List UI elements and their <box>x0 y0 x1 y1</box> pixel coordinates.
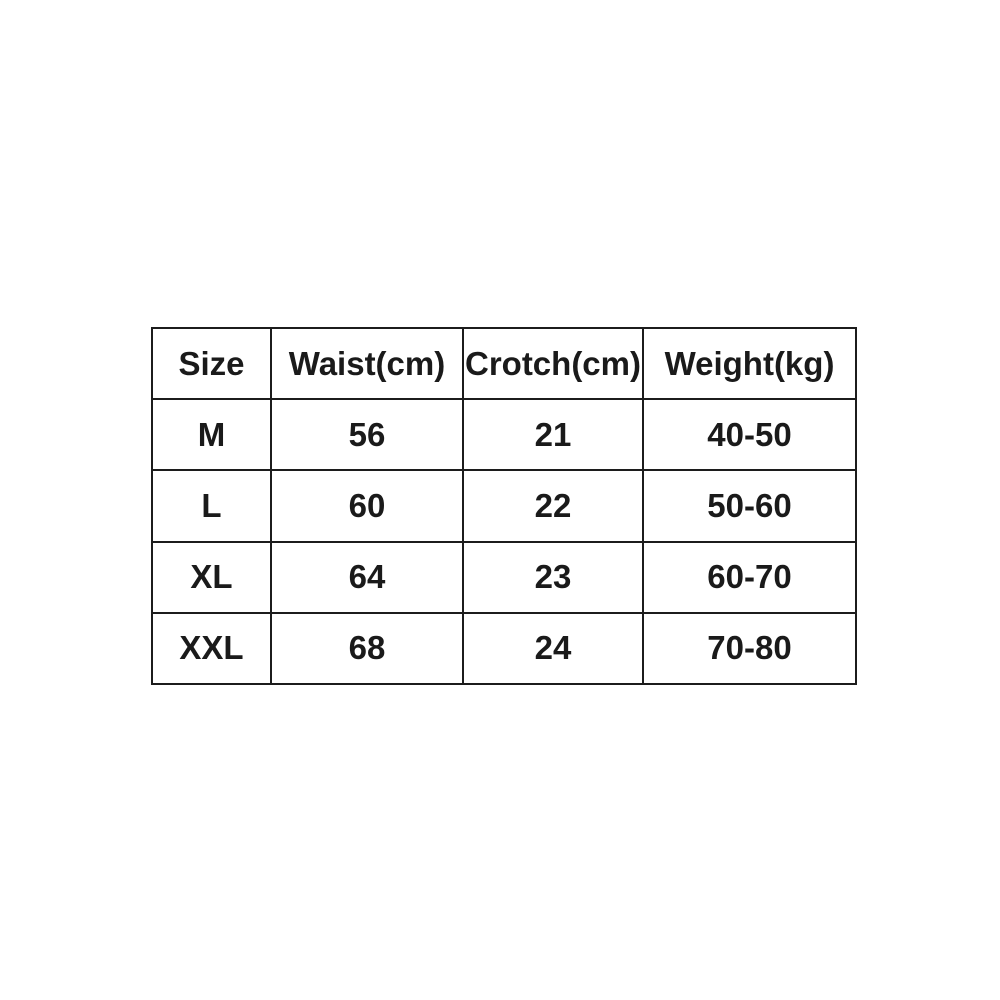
crotch-cell: 24 <box>463 613 643 684</box>
waist-cell: 68 <box>271 613 463 684</box>
column-header-crotch: Crotch(cm) <box>463 328 643 399</box>
column-header-size: Size <box>152 328 271 399</box>
weight-cell: 40-50 <box>643 399 856 470</box>
column-header-waist: Waist(cm) <box>271 328 463 399</box>
header-row <box>152 328 856 399</box>
waist-cell: 60 <box>271 470 463 541</box>
column-header-weight: Weight(kg) <box>643 328 856 399</box>
crotch-cell: 22 <box>463 470 643 541</box>
weight-cell: 70-80 <box>643 613 856 684</box>
table-row-l <box>152 470 856 541</box>
size-chart-table <box>151 327 857 685</box>
table-row-xxl <box>152 613 856 684</box>
crotch-cell: 23 <box>463 542 643 613</box>
waist-cell: 56 <box>271 399 463 470</box>
size-cell: M <box>152 399 271 470</box>
crotch-cell: 21 <box>463 399 643 470</box>
waist-cell: 64 <box>271 542 463 613</box>
size-cell: XL <box>152 542 271 613</box>
size-cell: XXL <box>152 613 271 684</box>
weight-cell: 60-70 <box>643 542 856 613</box>
table-row-xl <box>152 542 856 613</box>
weight-cell: 50-60 <box>643 470 856 541</box>
table-row-m <box>152 399 856 470</box>
size-cell: L <box>152 470 271 541</box>
